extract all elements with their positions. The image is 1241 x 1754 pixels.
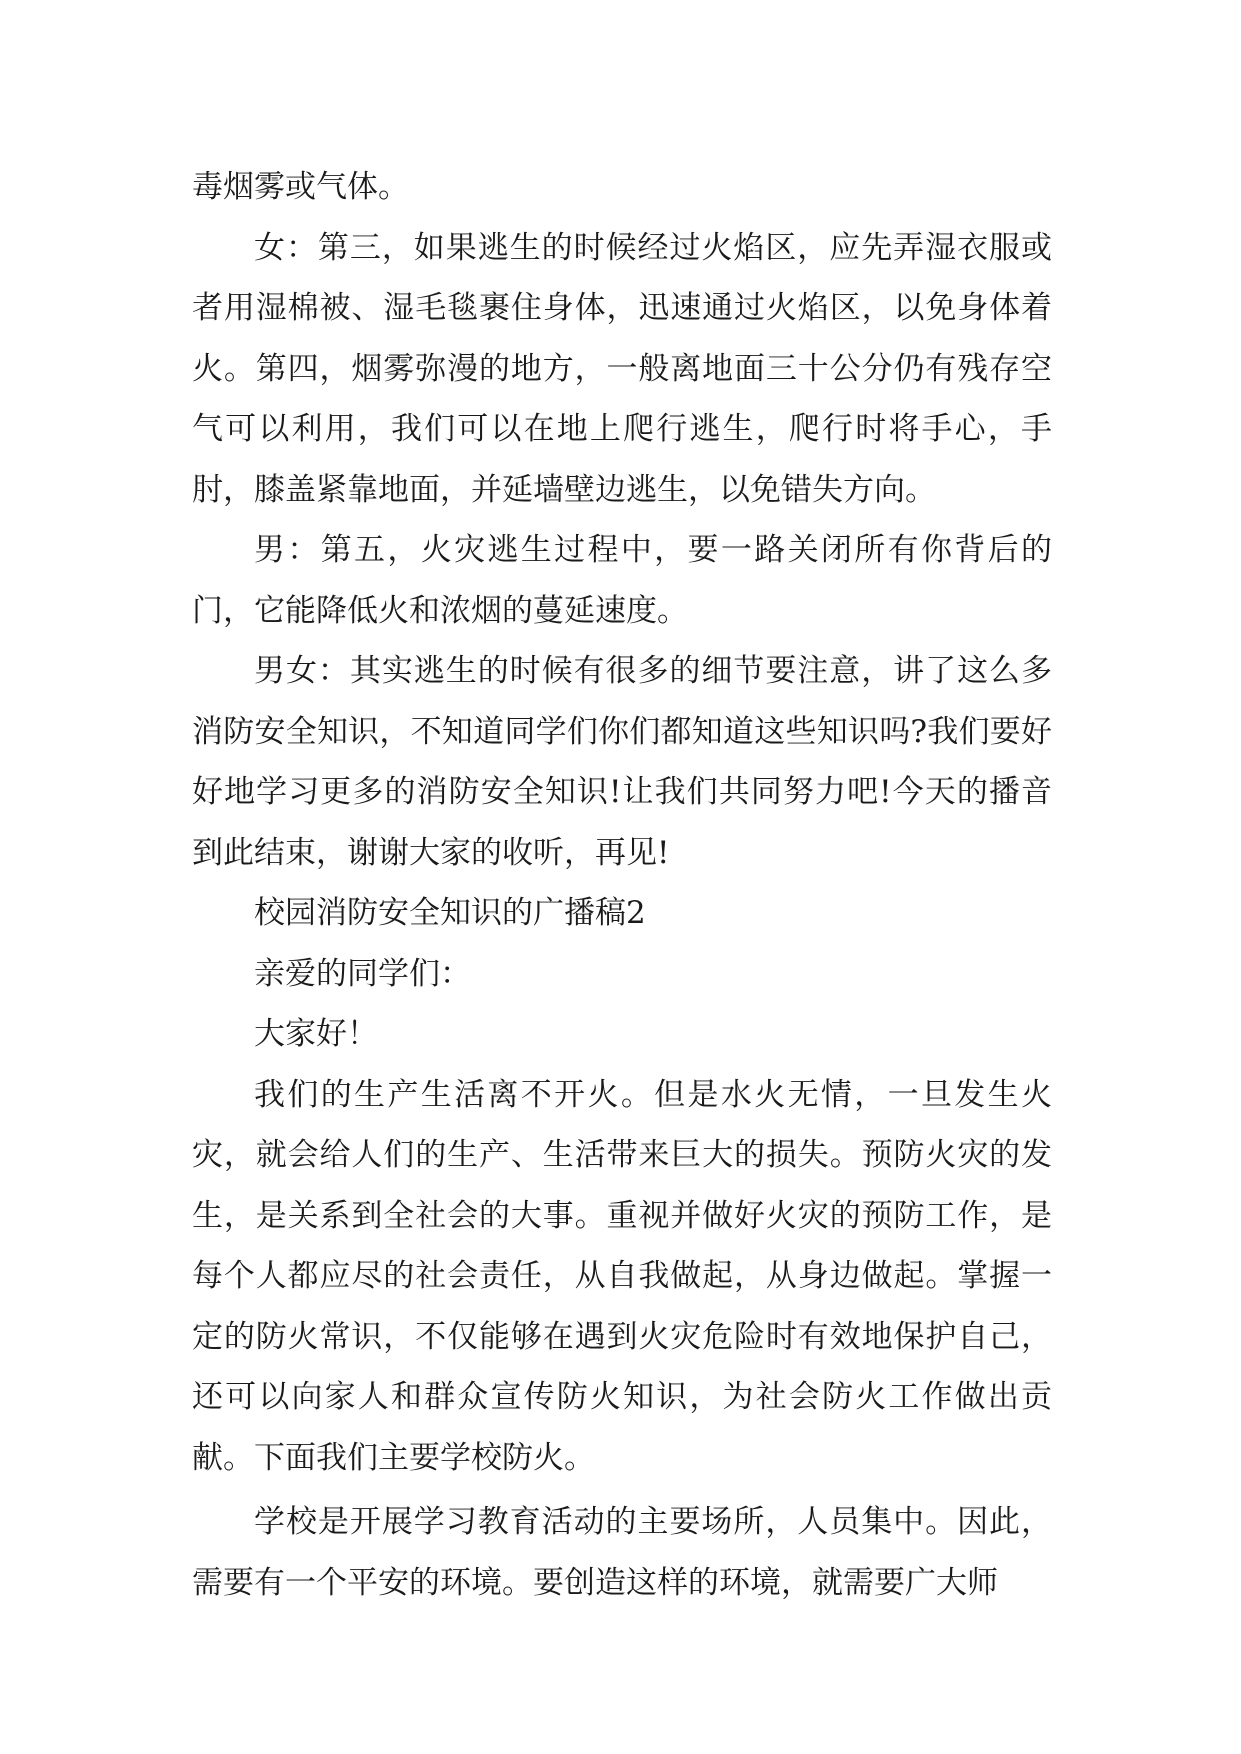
section-heading: 校园消防安全知识的广播稿2 xyxy=(254,895,646,931)
document-body xyxy=(192,157,1052,1613)
paragraph: 女：第三，如果逃生的时候经过火焰区，应先弄湿衣服或者用湿棉被、湿毛毯裹住身体，迅速通过火焰区，以免身体着火。第四，烟雾弥漫的地方，一般离地面三十公分仍有残存空气可以利用，我们可以在地上爬行逃生，爬行时将手心，手肘，膝盖紧靠地面，并延墙壁边逃生，以免错失方向。 xyxy=(192,229,1052,508)
paragraph: 男女：其实逃生的时候有很多的细节要注意，讲了这么多消防安全知识，不知道同学们你们都知道这些知识吗?我们要好好地学习更多的消防安全知识!让我们共同努力吧!今天的播音到此结束，谢谢大家的收听，再见! xyxy=(192,653,1052,871)
greeting: 大家好！ xyxy=(254,1016,378,1052)
paragraph: 男：第五，火灾逃生过程中，要一路关闭所有你背后的门，它能降低火和浓烟的蔓延速度。 xyxy=(192,532,1052,629)
salutation: 亲爱的同学们： xyxy=(254,955,471,992)
paragraph: 毒烟雾或气体。 xyxy=(192,169,409,205)
paragraph: 我们的生产生活离不开火。但是水火无情，一旦发生火灾，就会给人们的生产、生活带来巨大的损失。预防火灾的发生，是关系到全社会的大事。重视并做好火灾的预防工作，是每个人都应尽的社会责任，从自我做起，从身边做起。掌握一定的防火常识，不仅能够在遇到火灾危险时有效地保护自己，还可以向家人和群众宣传防火知识，为社会防火工作做出贡献。下面我们主要学校防火。 xyxy=(192,1076,1052,1476)
paragraph: 学校是开展学习教育活动的主要场所，人员集中。因此，需要有一个平安的环境。要创造这样的环境，就需要广大师 xyxy=(192,1504,1052,1601)
